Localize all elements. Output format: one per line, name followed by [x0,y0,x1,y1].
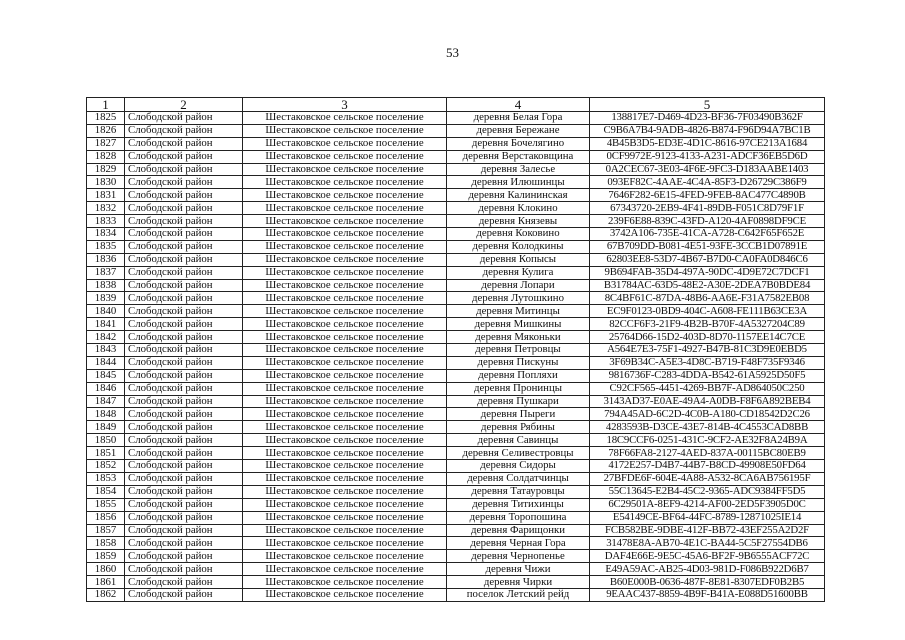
locality-cell: деревня Колодкины [447,240,590,253]
guid-cell: 3742A106-735E-41CA-A728-C642F65F652E [590,228,825,241]
row-number-cell: 1844 [87,356,125,369]
locality-cell: деревня Попляхи [447,369,590,382]
table-row [87,434,825,447]
district-cell: Слободской район [125,550,243,563]
table-row [87,344,825,357]
settlement-area-cell: Шестаковское сельское поселение [243,356,447,369]
settlement-area-cell: Шестаковское сельское поселение [243,550,447,563]
table-row [87,369,825,382]
row-number-cell: 1827 [87,137,125,150]
settlement-area-cell: Шестаковское сельское поселение [243,189,447,202]
district-cell: Слободской район [125,485,243,498]
table-row [87,266,825,279]
locality-cell: деревня Чернопенье [447,550,590,563]
column-header: 2 [125,98,243,112]
row-number-cell: 1833 [87,215,125,228]
settlement-area-cell: Шестаковское сельское поселение [243,447,447,460]
row-number-cell: 1862 [87,588,125,601]
locality-cell: деревня Бочелягино [447,137,590,150]
guid-cell: 794A45AD-6C2D-4C0B-A180-CD18542D2C26 [590,408,825,421]
settlement-area-cell: Шестаковское сельское поселение [243,279,447,292]
settlement-area-cell: Шестаковское сельское поселение [243,485,447,498]
table-row [87,112,825,125]
table-row [87,189,825,202]
settlement-area-cell: Шестаковское сельское поселение [243,408,447,421]
row-number-cell: 1857 [87,524,125,537]
district-cell: Слободской район [125,215,243,228]
district-cell: Слободской район [125,318,243,331]
guid-cell: 138817E7-D469-4D23-BF36-7F03490B362F [590,112,825,125]
guid-cell: A564E7E3-75F1-4927-B47B-81C3D9E0EBD5 [590,344,825,357]
guid-cell: 78F66FA8-2127-4AED-837A-00115BC80EB9 [590,447,825,460]
locality-cell: деревня Лопари [447,279,590,292]
table-row [87,137,825,150]
settlement-area-cell: Шестаковское сельское поселение [243,588,447,601]
settlement-area-cell: Шестаковское сельское поселение [243,124,447,137]
settlements-table [86,97,825,602]
settlement-area-cell: Шестаковское сельское поселение [243,498,447,511]
table-body [87,112,825,602]
locality-cell: деревня Илюшинцы [447,176,590,189]
district-cell: Слободской район [125,228,243,241]
table-row [87,421,825,434]
guid-cell: 8C4BF61C-87DA-48B6-AA6E-F31A7582EB08 [590,292,825,305]
settlement-area-cell: Шестаковское сельское поселение [243,253,447,266]
row-number-cell: 1831 [87,189,125,202]
row-number-cell: 1828 [87,150,125,163]
district-cell: Слободской район [125,511,243,524]
locality-cell: деревня Мяконьки [447,331,590,344]
guid-cell: B31784AC-63D5-48E2-A30E-2DEA7B0BDE84 [590,279,825,292]
district-cell: Слободской район [125,253,243,266]
district-cell: Слободской район [125,124,243,137]
settlement-area-cell: Шестаковское сельское поселение [243,434,447,447]
guid-cell: 4172E257-D4B7-44B7-B8CD-49908E50FD64 [590,460,825,473]
locality-cell: деревня Татауровцы [447,485,590,498]
settlement-area-cell: Шестаковское сельское поселение [243,524,447,537]
table-row [87,382,825,395]
table-row [87,485,825,498]
row-number-cell: 1842 [87,331,125,344]
row-number-cell: 1832 [87,202,125,215]
district-cell: Слободской район [125,176,243,189]
locality-cell: деревня Калининская [447,189,590,202]
district-cell: Слободской район [125,279,243,292]
guid-cell: E54149CE-BF64-44FC-8789-12871025IE14 [590,511,825,524]
locality-cell: деревня Бережане [447,124,590,137]
guid-cell: 6C29501A-8EF9-4214-AF00-2ED5F3905D0C [590,498,825,511]
settlement-area-cell: Шестаковское сельское поселение [243,421,447,434]
settlement-area-cell: Шестаковское сельское поселение [243,305,447,318]
district-cell: Слободской район [125,202,243,215]
table-row [87,524,825,537]
district-cell: Слободской район [125,240,243,253]
guid-cell: 62803EE8-53D7-4B67-B7D0-CA0FA0D846C6 [590,253,825,266]
row-number-cell: 1834 [87,228,125,241]
district-cell: Слободской район [125,537,243,550]
settlement-area-cell: Шестаковское сельское поселение [243,215,447,228]
table-row [87,395,825,408]
row-number-cell: 1850 [87,434,125,447]
table-row [87,356,825,369]
table-row [87,460,825,473]
column-header: 5 [590,98,825,112]
district-cell: Слободской район [125,472,243,485]
table-row [87,563,825,576]
table-row [87,240,825,253]
district-cell: Слободской район [125,305,243,318]
table-row [87,163,825,176]
settlement-area-cell: Шестаковское сельское поселение [243,395,447,408]
locality-cell: поселок Летский рейд [447,588,590,601]
guid-cell: DAF4E66E-9E5C-45A6-BF2F-9B6555ACF72C [590,550,825,563]
district-cell: Слободской район [125,588,243,601]
district-cell: Слободской район [125,498,243,511]
table-row [87,331,825,344]
settlement-area-cell: Шестаковское сельское поселение [243,472,447,485]
row-number-cell: 1835 [87,240,125,253]
guid-cell: 239F6E88-839C-43FD-A120-4AF0898DF9CE [590,215,825,228]
guid-cell: 55C13645-E2B4-45C2-9365-ADC9384FF5D5 [590,485,825,498]
table-row [87,498,825,511]
table-row [87,511,825,524]
row-number-cell: 1843 [87,344,125,357]
guid-cell: FCB582BE-9DBE-412F-BB72-43EF255A2D2F [590,524,825,537]
table-row [87,292,825,305]
settlement-area-cell: Шестаковское сельское поселение [243,228,447,241]
district-cell: Слободской район [125,447,243,460]
guid-cell: 25764D66-15D2-403D-8D70-1157EE14C7CE [590,331,825,344]
row-number-cell: 1854 [87,485,125,498]
table-row [87,202,825,215]
table-row [87,576,825,589]
district-cell: Слободской район [125,524,243,537]
guid-cell: 27BFDE6F-604E-4A88-A532-8CA6AB756195F [590,472,825,485]
locality-cell: деревня Митинцы [447,305,590,318]
locality-cell: деревня Князевы [447,215,590,228]
row-number-cell: 1829 [87,163,125,176]
district-cell: Слободской район [125,382,243,395]
row-number-cell: 1826 [87,124,125,137]
settlement-area-cell: Шестаковское сельское поселение [243,344,447,357]
locality-cell: деревня Чижи [447,563,590,576]
row-number-cell: 1853 [87,472,125,485]
guid-cell: 9B694FAB-35D4-497A-90DC-4D9E72C7DCF1 [590,266,825,279]
settlement-area-cell: Шестаковское сельское поселение [243,240,447,253]
district-cell: Слободской район [125,563,243,576]
row-number-cell: 1852 [87,460,125,473]
settlement-area-cell: Шестаковское сельское поселение [243,318,447,331]
row-number-cell: 1855 [87,498,125,511]
district-cell: Слободской район [125,112,243,125]
settlement-area-cell: Шестаковское сельское поселение [243,576,447,589]
column-header: 4 [447,98,590,112]
row-number-cell: 1861 [87,576,125,589]
locality-cell: деревня Лутошкино [447,292,590,305]
district-cell: Слободской район [125,460,243,473]
locality-cell: деревня Пронинцы [447,382,590,395]
table-row [87,124,825,137]
guid-cell: 67343720-2EB9-4F41-89DB-F051C8D79F1F [590,202,825,215]
settlement-area-cell: Шестаковское сельское поселение [243,176,447,189]
row-number-cell: 1825 [87,112,125,125]
table-row [87,472,825,485]
row-number-cell: 1836 [87,253,125,266]
settlement-area-cell: Шестаковское сельское поселение [243,112,447,125]
guid-cell: 82CCF6F3-21F9-4B2B-B70F-4A5327204C89 [590,318,825,331]
locality-cell: деревня Пушкари [447,395,590,408]
locality-cell: деревня Петровцы [447,344,590,357]
row-number-cell: 1858 [87,537,125,550]
table-row [87,279,825,292]
row-number-cell: 1846 [87,382,125,395]
row-number-cell: 1847 [87,395,125,408]
locality-cell: деревня Селивестровцы [447,447,590,460]
guid-cell: 67B709DD-B081-4E51-93FE-3CCB1D07891E [590,240,825,253]
row-number-cell: 1856 [87,511,125,524]
locality-cell: деревня Копысы [447,253,590,266]
guid-cell: E49A59AC-AB25-4D03-981D-F086B922D6B7 [590,563,825,576]
locality-cell: деревня Коковино [447,228,590,241]
table-row [87,253,825,266]
table-row [87,408,825,421]
row-number-cell: 1840 [87,305,125,318]
guid-cell: 9EAAC437-8859-4B9F-B41A-E088D51600BB [590,588,825,601]
table-row [87,318,825,331]
locality-cell: деревня Белая Гора [447,112,590,125]
district-cell: Слободской район [125,369,243,382]
guid-cell: 093EF82C-4AAE-4C4A-85F3-D26729C386F9 [590,176,825,189]
settlement-area-cell: Шестаковское сельское поселение [243,137,447,150]
settlement-area-cell: Шестаковское сельское поселение [243,202,447,215]
settlement-area-cell: Шестаковское сельское поселение [243,369,447,382]
table-row [87,228,825,241]
district-cell: Слободской район [125,395,243,408]
district-cell: Слободской район [125,434,243,447]
district-cell: Слободской район [125,163,243,176]
locality-cell: деревня Титихинцы [447,498,590,511]
locality-cell: деревня Фарищонки [447,524,590,537]
locality-cell: деревня Солдатчинцы [447,472,590,485]
row-number-cell: 1838 [87,279,125,292]
settlement-area-cell: Шестаковское сельское поселение [243,163,447,176]
settlement-area-cell: Шестаковское сельское поселение [243,537,447,550]
settlement-area-cell: Шестаковское сельское поселение [243,460,447,473]
district-cell: Слободской район [125,408,243,421]
table-row [87,215,825,228]
guid-cell: 3143AD37-E0AE-49A4-A0DB-F8F6A892BEB4 [590,395,825,408]
district-cell: Слободской район [125,150,243,163]
district-cell: Слободской район [125,356,243,369]
row-number-cell: 1849 [87,421,125,434]
district-cell: Слободской район [125,189,243,202]
locality-cell: деревня Пискуны [447,356,590,369]
guid-cell: 0A2CEC67-3E03-4F6E-9FC3-D183AABE1403 [590,163,825,176]
settlement-area-cell: Шестаковское сельское поселение [243,150,447,163]
row-number-cell: 1837 [87,266,125,279]
table-row [87,176,825,189]
settlement-area-cell: Шестаковское сельское поселение [243,266,447,279]
table-row [87,305,825,318]
locality-cell: деревня Торопошина [447,511,590,524]
settlement-area-cell: Шестаковское сельское поселение [243,331,447,344]
locality-cell: деревня Савинцы [447,434,590,447]
column-header: 1 [87,98,125,112]
table-row [87,537,825,550]
guid-cell: C92CF565-4451-4269-BB7F-AD864050C250 [590,382,825,395]
locality-cell: деревня Черная Гора [447,537,590,550]
table-row [87,550,825,563]
locality-cell: деревня Чирки [447,576,590,589]
settlement-area-cell: Шестаковское сельское поселение [243,563,447,576]
guid-cell: 4283593B-D3CE-43E7-814B-4C4553CAD8BB [590,421,825,434]
table-row [87,150,825,163]
guid-cell: 4B45B3D5-ED3E-4D1C-8616-97CE213A1684 [590,137,825,150]
guid-cell: 31478E8A-AB70-4E1C-BA44-5C5F27554DB6 [590,537,825,550]
row-number-cell: 1860 [87,563,125,576]
district-cell: Слободской район [125,344,243,357]
locality-cell: деревня Сидоры [447,460,590,473]
guid-cell: 9816736F-C283-4DDA-B542-61A5925D50F5 [590,369,825,382]
row-number-cell: 1859 [87,550,125,563]
settlement-area-cell: Шестаковское сельское поселение [243,511,447,524]
guid-cell: B60E000B-0636-487F-8E81-8307EDF0B2B5 [590,576,825,589]
page-number: 53 [446,45,459,60]
district-cell: Слободской район [125,331,243,344]
district-cell: Слободской район [125,292,243,305]
table-row [87,447,825,460]
district-cell: Слободской район [125,137,243,150]
locality-cell: деревня Верстаковщина [447,150,590,163]
guid-cell: 18C9CCF6-0251-431C-9CF2-AE32F8A24B9A [590,434,825,447]
settlement-area-cell: Шестаковское сельское поселение [243,382,447,395]
locality-cell: деревня Залесье [447,163,590,176]
locality-cell: деревня Пыреги [447,408,590,421]
row-number-cell: 1841 [87,318,125,331]
guid-cell: C9B6A7B4-9ADB-4826-B874-F96D94A7BC1B [590,124,825,137]
locality-cell: деревня Рябины [447,421,590,434]
guid-cell: 3F69B34C-A5E3-4D8C-B719-F48F735F9346 [590,356,825,369]
row-number-cell: 1839 [87,292,125,305]
settlement-area-cell: Шестаковское сельское поселение [243,292,447,305]
locality-cell: деревня Клокино [447,202,590,215]
district-cell: Слободской район [125,266,243,279]
table-header-row [87,98,825,112]
row-number-cell: 1830 [87,176,125,189]
row-number-cell: 1845 [87,369,125,382]
locality-cell: деревня Кулига [447,266,590,279]
guid-cell: 7646F282-6E15-4FED-9FEB-8AC477C4890B [590,189,825,202]
row-number-cell: 1851 [87,447,125,460]
table-row [87,588,825,601]
district-cell: Слободской район [125,576,243,589]
row-number-cell: 1848 [87,408,125,421]
guid-cell: EC9F0123-0BD9-404C-A608-FE111B63CE3A [590,305,825,318]
district-cell: Слободской район [125,421,243,434]
guid-cell: 0CF9972E-9123-4133-A231-ADCF36EB5D6D [590,150,825,163]
locality-cell: деревня Мишкины [447,318,590,331]
column-header: 3 [243,98,447,112]
